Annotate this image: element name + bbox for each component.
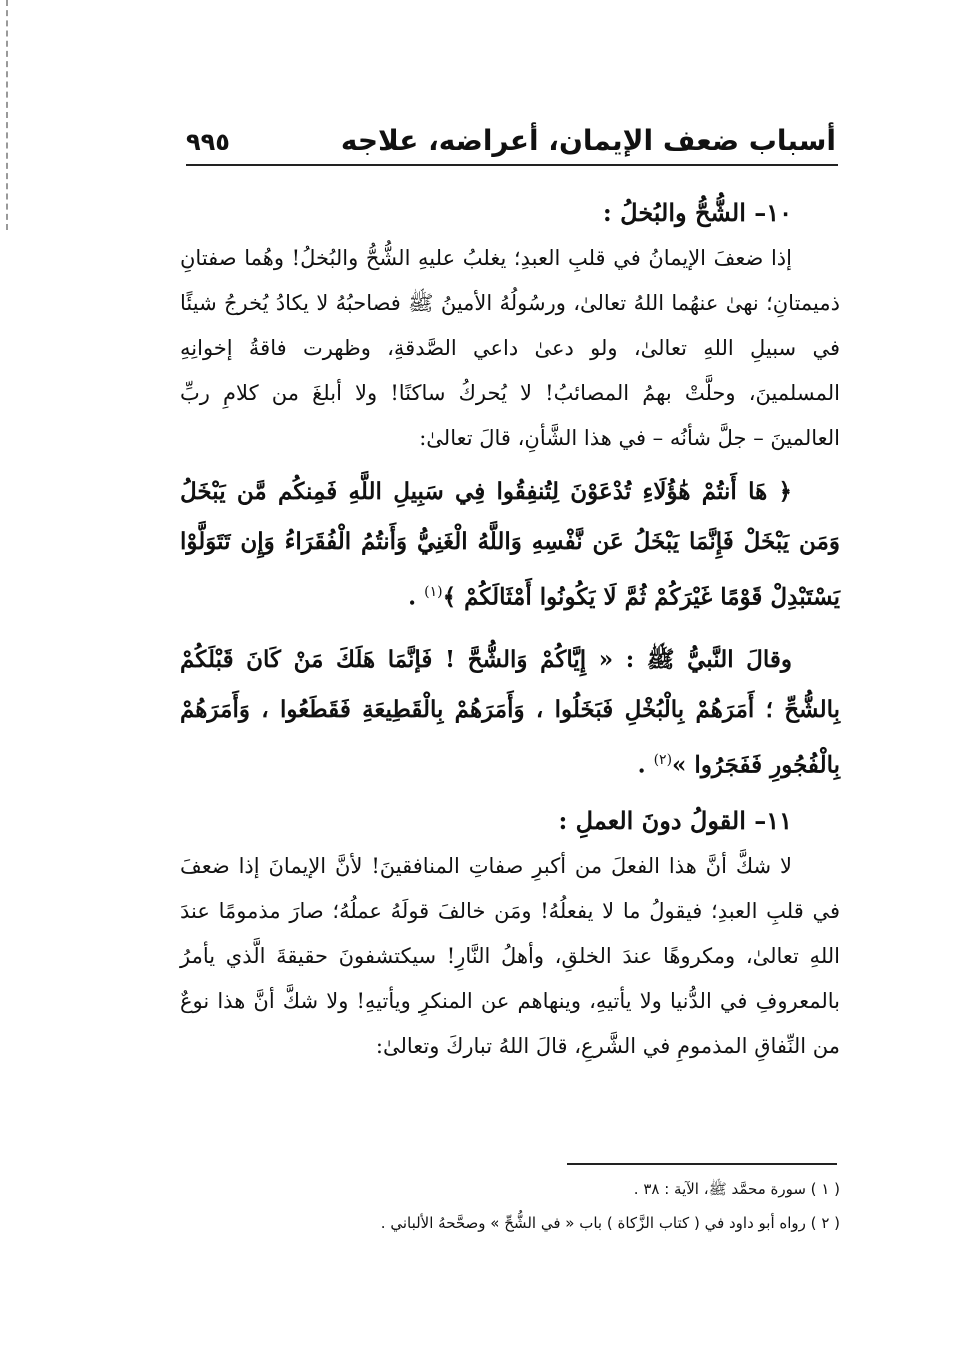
footnote-rule <box>567 1163 837 1165</box>
running-header <box>186 120 836 162</box>
hadith-quote: وقالَ النَّبيُّ ﷺ : « إِيَّاكُمْ وَالشُّحَّ ! فَإنَّمَا هَلَكَ مَنْ كَانَ قَبْلَكُمْ بِالشُّحِّ ؛ أَمَرَهُمْ بِالْبُخْلِ فَبَخَلُوا ، وَأَمَرَهُمْ بِالْقَطِيعَةِ فَقَطَعُوا ، وَأَمَرَهُمْ بِالْفُجُورِ فَفَجَرُوا »$^{(٢)}$ . <box>180 645 840 779</box>
footnote-ref-2: (٢) <box>653 751 673 768</box>
body-paragraph-stinginess: إذا ضعفَ الإيمانُ في قلبِ العبدِ؛ يغلبُ عليهِ الشُّحُّ والبُخلُ! وهُما صفتانِ ذميمتانِ؛ نهىٰ عنهُما اللهُ تعالىٰ، ورسُولُهُ الأمينُ ﷺ فصاحبُهُ لا يكادُ يُخرجُ شيئًا في سبيلِ اللهِ تعالىٰ، ولو دعىٰ داعي الصَّدقةِ، وظهرت فاقةُ إخوانِهِ المسلمينَ، وحلَّتْ بهمُ المصائبُ! لا يُحركُ ساكنًا! ولا أبلغَ من كلامِ ربِّ العالمينَ – جلَّ شأنُه – في هذا الشَّأنِ، قالَ تعالىٰ: <box>180 246 840 450</box>
header-rule <box>186 164 838 166</box>
footnote-1: ( ١ ) سورة محمَّد ﷺ، الآية : ٣٨ . <box>633 1180 840 1198</box>
quran-verse: ﴿ هَا أَنتُمْ هَٰؤُلَاءِ تُدْعَوْنَ لِتُنفِقُوا فِي سَبِيلِ اللَّهِ فَمِنكُم مَّن يَبْخَلُ وَمَن يَبْخَلْ فَإِنَّمَا يَبْخَلُ عَن نَّفْسِهِ وَاللَّهُ الْغَنِيُّ وَأَنتُمُ الْفُقَرَاءُ وَإِن تَتَوَلَّوْا يَسْتَبْدِلْ قَوْمًا غَيْرَكُمْ ثُمَّ لَا يَكُونُوا أَمْثَالَكُمْ ﴾$^{(١)}$ . <box>180 478 840 611</box>
quran-verse-text: ﴿ هَا أَنتُمْ هَٰؤُلَاءِ تُدْعَوْنَ لِتُنفِقُوا فِي سَبِيلِ اللَّهِ فَمِنكُم مَّن يَبْخَلُ وَمَن يَبْخَلْ فَإِنَّمَا يَبْخَلُ عَن نَّفْسِهِ وَاللَّهُ الْغَنِيُّ وَأَنتُمُ الْفُقَرَاءُ وَإِن تَتَوَلَّوْا يَسْتَبْدِلْ قَوْمًا غَيْرَكُمْ ثُمَّ لَا يَكُونُوا أَمْثَالَكُمْ ﴾ <box>180 478 840 611</box>
page-body <box>180 190 840 1069</box>
page-edge-mark <box>6 0 8 230</box>
footnote-2: ( ٢ ) رواه أبو داود في ( كتاب الزَّكاة ) باب « في الشُّحِّ » وصحَّحهُ الألباني . <box>380 1214 840 1232</box>
section-heading-words-without-deeds: ١١– القولُ دونَ العملِ : <box>558 806 792 836</box>
footnote-ref-1: (١) <box>424 584 443 600</box>
section-heading-stinginess: ١٠– الشُّحُّ والبُخلُ : <box>602 198 792 227</box>
hadith-text: وقالَ النَّبيُّ ﷺ : « إِيَّاكُمْ وَالشُّحَّ ! فَإنَّمَا هَلَكَ مَنْ كَانَ قَبْلَكُمْ بِالشُّحِّ ؛ أَمَرَهُمْ بِالْبُخْلِ فَبَخَلُوا ، وَأَمَرَهُمْ بِالْقَطِيعَةِ فَقَطَعُوا ، وَأَمَرَهُمْ بِالْفُجُورِ فَفَجَرُوا » <box>180 645 840 779</box>
body-paragraph-words-without-deeds: لا شكَّ أنَّ هذا الفعلَ من أكبرِ صفاتِ المنافقينَ! لأنَّ الإيمانَ إذا ضعفَ في قلبِ العبدِ؛ فيقولُ ما لا يفعلُهُ! ومَن خالفَ قولَهُ عملُهُ؛ صارَ مذمومًا عندَ اللهِ تعالىٰ، ومكروهًا عندَ الخلقِ، وأهلُ النَّارِ! سيكتشفونَ حقيقةَ الَّذي يأمرُ بالمعروفِ في الدُّنيا ولا يأتيهِ، وينهاهم عن المنكرِ ويأتيهِ! ولا شكَّ أنَّ هذا نوعٌ من النِّفاقِ المذمومِ في الشَّرعِ، قالَ اللهُ تباركَ وتعالىٰ: <box>180 854 840 1059</box>
footnotes <box>180 1172 840 1240</box>
header-title: أسباب ضعف الإيمان، أعراضه، علاجه <box>340 124 836 157</box>
page-number: ٩٩٥ <box>186 128 230 156</box>
